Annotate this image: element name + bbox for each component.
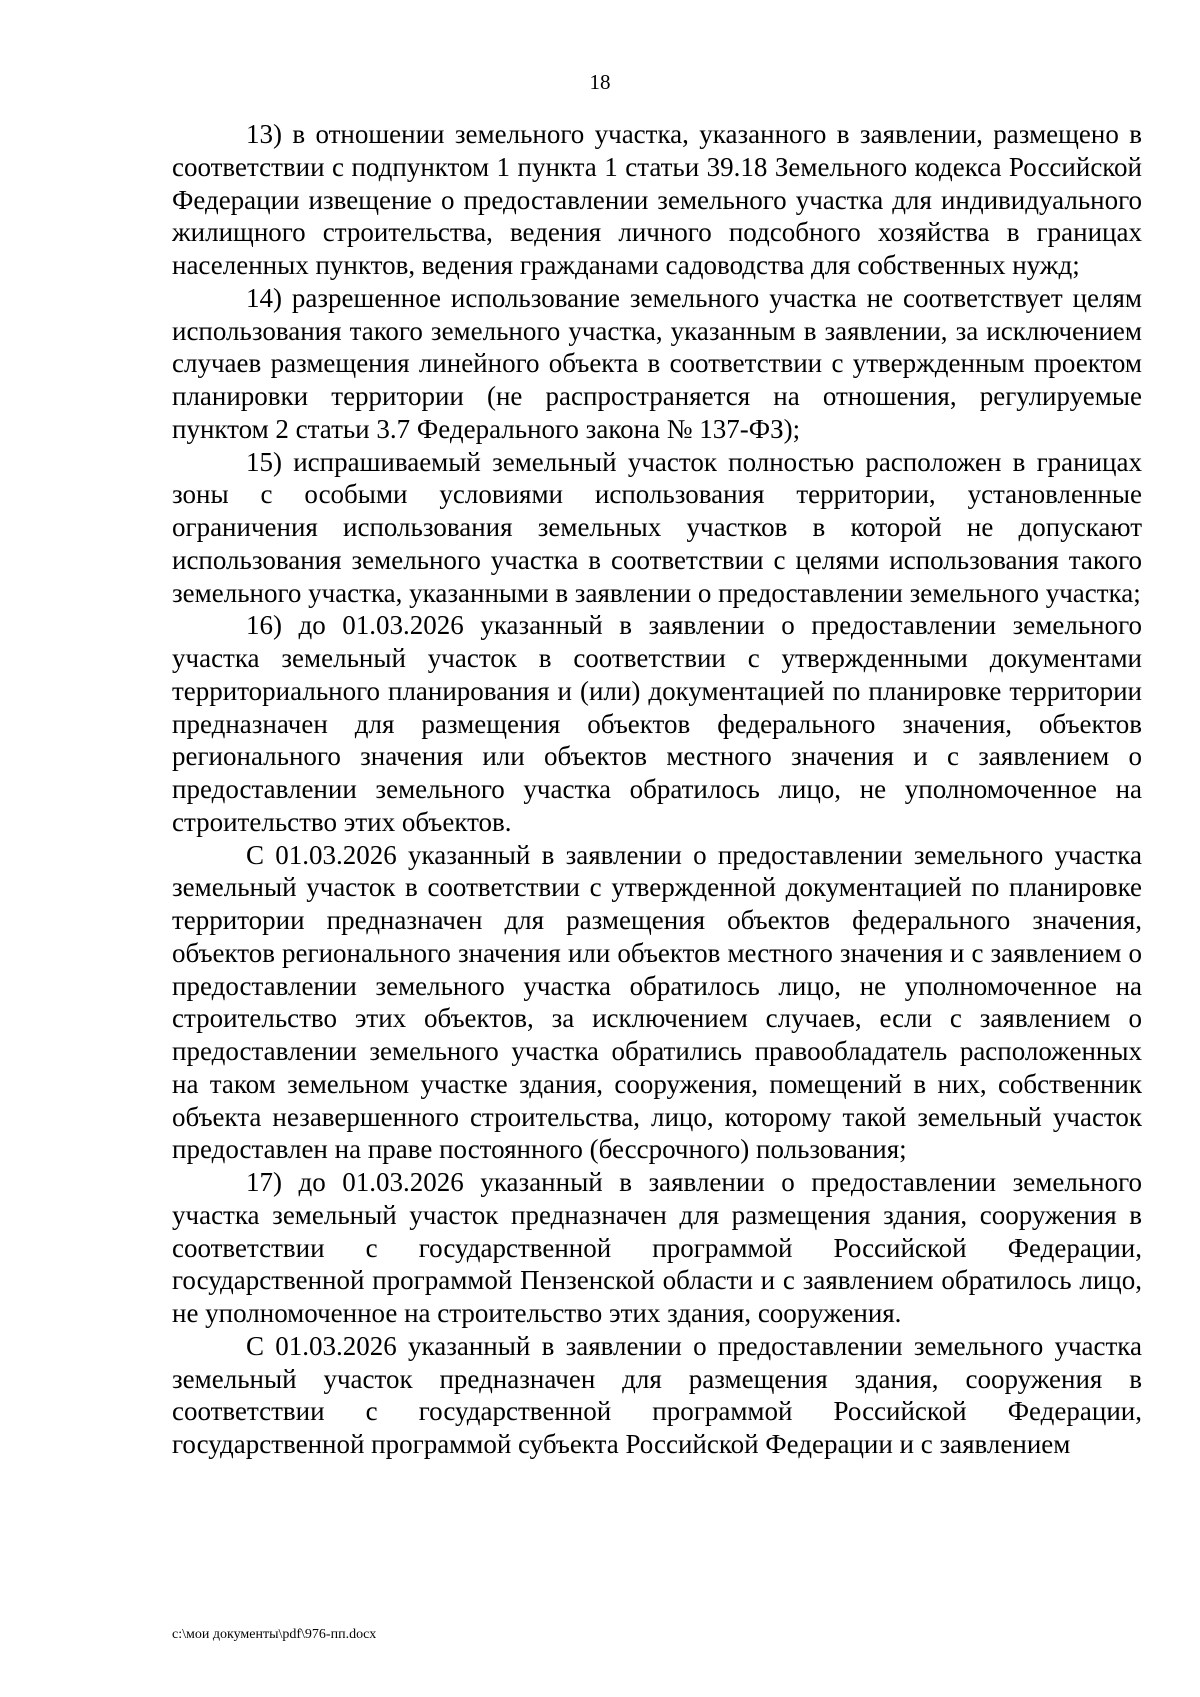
paragraph-item-16-from-2026: С 01.03.2026 указанный в заявлении о предоставлении земельного участка земельный участок в соответствии с утвержденной документацией по планировке территории предназначен для размещения объектов федерального значения, объектов регионального значения или объектов местного значения и с заявлением о предоставлении земельного участка обратилось лицо, не уполномоченное на строительство этих объектов, за исключением случаев, если с заявлением о предоставлении земельного участка обратились правообладатель расположенных на таком земельном участке здания, сооружения, помещений в них, собственник объекта незавершенного строительства, лицо, которому такой земельный участок предоставлен на праве постоянного (бессрочного) пользования; (172, 839, 1142, 1165)
footer-file-path: c:\мои документы\pdf\976-пп.docx (172, 1627, 377, 1642)
paragraph-item-17: 17) до 01.03.2026 указанный в заявлении о предоставлении земельного участка земельный участок предназначен для размещения здания, сооружения в соответствии с государственной программой Российской Федерации, государственной программой Пензенской области и с заявлением обратилось лицо, не уполномоченное на строительство этих здания, сооружения. (172, 1167, 1142, 1328)
paragraph-item-14: 14) разрешенное использование земельного участка не соответствует целям использования такого земельного участка, указанным в заявлении, за исключением случаев размещения линейного объекта в соответствии с утвержденным проектом планировки территории (не распространяется на отношения, регулируемые пунктом 2 статьи 3.7 Федерального закона № 137-ФЗ); (172, 282, 1142, 444)
document-body (172, 118, 1142, 1461)
page-number: 18 (589, 70, 611, 94)
paragraph-item-16: 16) до 01.03.2026 указанный в заявлении о предоставлении земельного участка земельный участок в соответствии с утвержденными документами территориального планирования и (или) документацией по планировке территории предназначен для размещения объектов федерального значения, объектов регионального значения или объектов местного значения и с заявлением о предоставлении земельного участка обратилось лицо, не уполномоченное на строительство этих объектов. (172, 610, 1142, 837)
paragraph-item-13: 13) в отношении земельного участка, указанного в заявлении, размещено в соответствии с подпунктом 1 пункта 1 статьи 39.18 Земельного кодекса Российской Федерации извещение о предоставлении земельного участка для индивидуального жилищного строительства, ведения личного подсобного хозяйства в границах населенных пунктов, ведения гражданами садоводства для собственных нужд; (172, 119, 1142, 280)
paragraph-item-15: 15) испрашиваемый земельный участок полностью расположен в границах зоны с особыми условиями использования территории, установленные ограничения использования земельных участков в которой не допускают использования земельного участка в соответствии с целями использования такого земельного участка, указанными в заявлении о предоставлении земельного участка; (172, 446, 1142, 608)
paragraph-item-17-from-2026: С 01.03.2026 указанный в заявлении о предоставлении земельного участка земельный участок предназначен для размещения здания, сооружения в соответствии с государственной программой Российской Федерации, государственной программой субъекта Российской Федерации и с заявлением (172, 1330, 1142, 1459)
